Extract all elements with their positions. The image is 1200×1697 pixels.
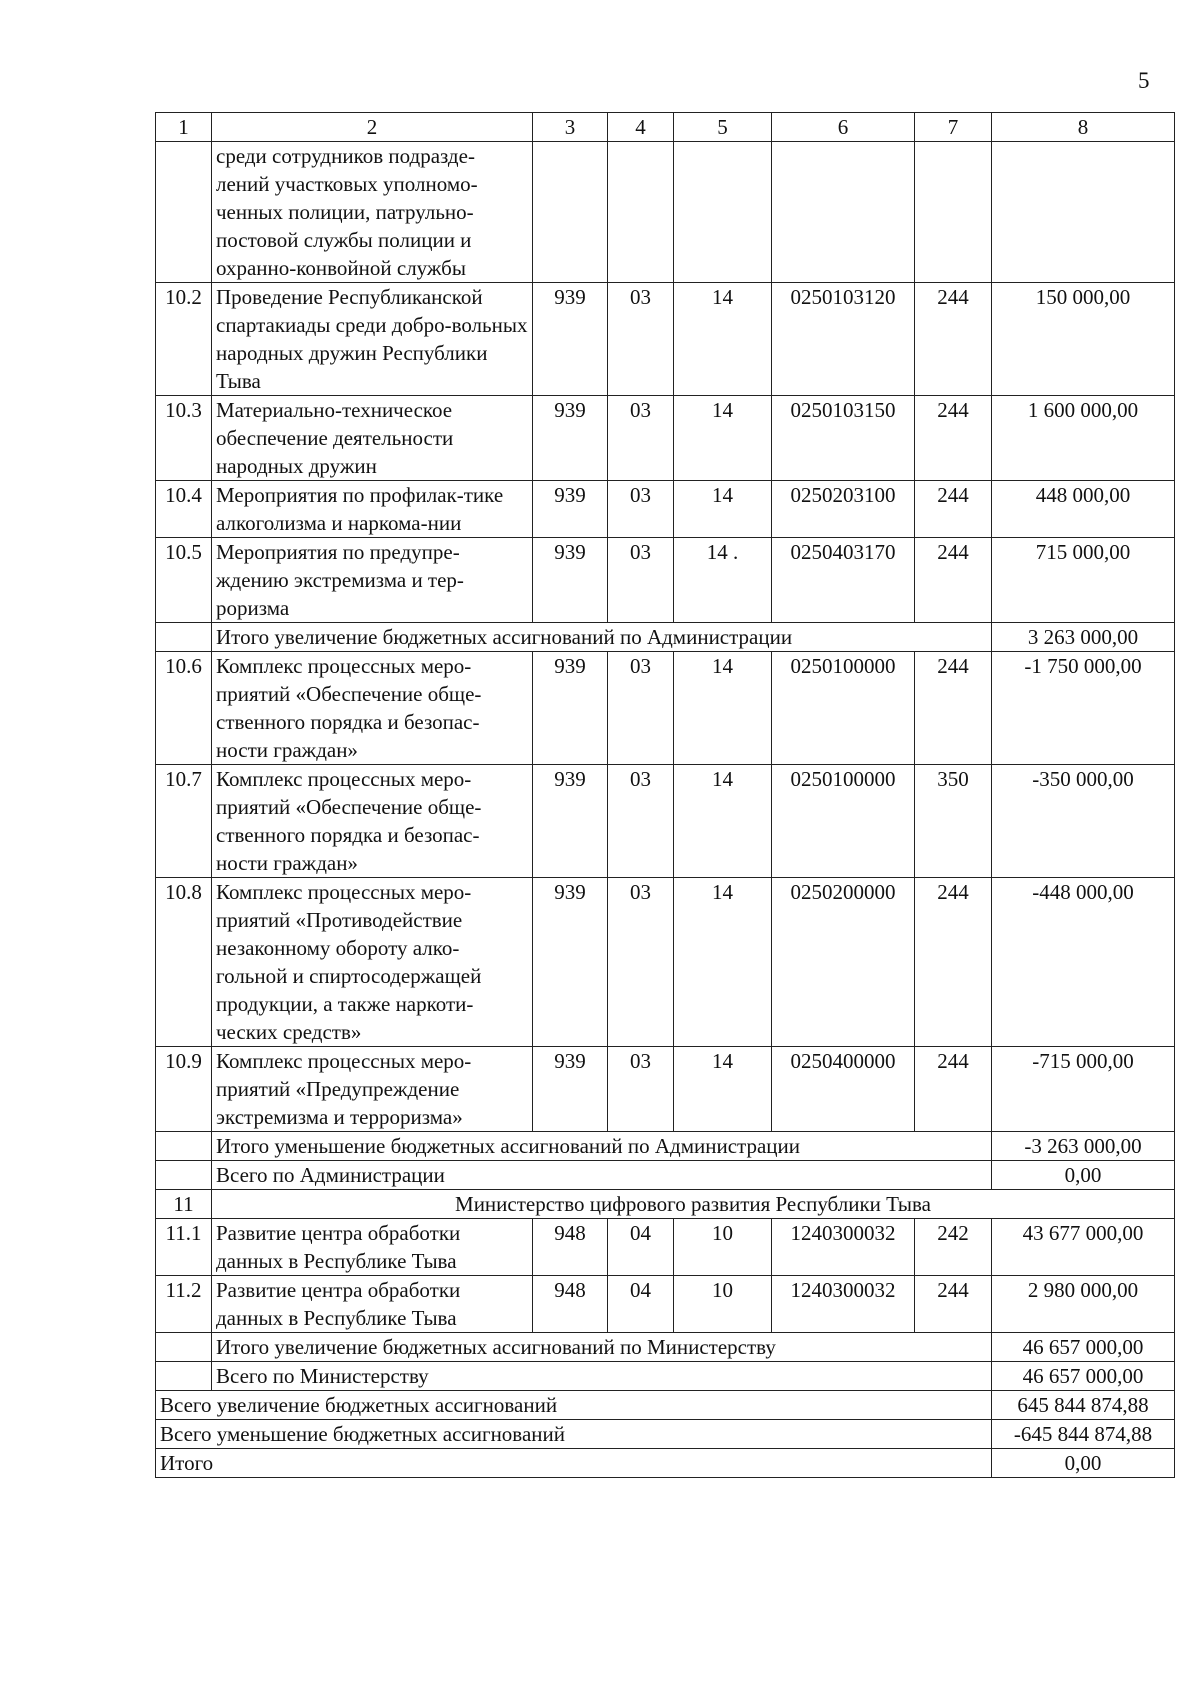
header-row bbox=[156, 113, 1175, 142]
cell-amount: 1 600 000,00 bbox=[992, 396, 1175, 481]
row-number bbox=[156, 142, 212, 283]
total-value: 0,00 bbox=[992, 1161, 1175, 1190]
cell-col4: 03 bbox=[608, 765, 674, 878]
cell-col6 bbox=[772, 142, 915, 283]
cell-col7: 244 bbox=[915, 481, 992, 538]
subtotal-label: Итого уменьшение бюджетных ассигнований по Администрации bbox=[212, 1132, 992, 1161]
cell-col7: 350 bbox=[915, 765, 992, 878]
row-description: Развитие центра обработки данных в Республике Тыва bbox=[212, 1219, 533, 1276]
cell-amount: -448 000,00 bbox=[992, 878, 1175, 1047]
row-number: 10.3 bbox=[156, 396, 212, 481]
grand-total-value: 0,00 bbox=[992, 1449, 1175, 1478]
row-description: Проведение Республиканской спартакиады среди добро-вольных народных дружин Республики Тыва bbox=[212, 283, 533, 396]
cell-col7: 244 bbox=[915, 283, 992, 396]
cell-amount: 2 980 000,00 bbox=[992, 1276, 1175, 1333]
cell-col5 bbox=[674, 142, 772, 283]
header-cell: 3 bbox=[533, 113, 608, 142]
cell-col5: 14 . bbox=[674, 538, 772, 623]
cell-amount bbox=[992, 142, 1175, 283]
subtotal-value: -3 263 000,00 bbox=[992, 1132, 1175, 1161]
row-description: среди сотрудников подразде-лений участковых уполномо-ченных полиции, патрульно-постовой службы полиции и охранно-конвойной службы bbox=[212, 142, 533, 283]
grand-total-label: Итого bbox=[156, 1449, 992, 1478]
row-number: 10.2 bbox=[156, 283, 212, 396]
table-row bbox=[156, 283, 1175, 396]
cell-col5: 14 bbox=[674, 878, 772, 1047]
cell-col7: 242 bbox=[915, 1219, 992, 1276]
cell-col7: 244 bbox=[915, 878, 992, 1047]
cell-col3 bbox=[533, 142, 608, 283]
cell-col7: 244 bbox=[915, 1047, 992, 1132]
cell-col6: 0250400000 bbox=[772, 1047, 915, 1132]
cell-col4: 04 bbox=[608, 1276, 674, 1333]
cell-col3: 939 bbox=[533, 481, 608, 538]
row-number: 10.7 bbox=[156, 765, 212, 878]
cell-col6: 0250100000 bbox=[772, 765, 915, 878]
page-number: 5 bbox=[1138, 68, 1150, 93]
grand-total-row bbox=[156, 1420, 1175, 1449]
section-number: 11 bbox=[156, 1190, 212, 1219]
cell-col5: 10 bbox=[674, 1219, 772, 1276]
row-description: Комплекс процессных меро-приятий «Противодействие незаконному обороту алко-гольной и спиртосодержащей продукции, а также наркоти-ческих средств» bbox=[212, 878, 533, 1047]
cell-col3: 948 bbox=[533, 1276, 608, 1333]
total-value: 46 657 000,00 bbox=[992, 1362, 1175, 1391]
row-number: 10.4 bbox=[156, 481, 212, 538]
table-row bbox=[156, 396, 1175, 481]
row-description: Материально-техническое обеспечение деятельности народных дружин bbox=[212, 396, 533, 481]
cell-col5: 14 bbox=[674, 1047, 772, 1132]
header-cell: 8 bbox=[992, 113, 1175, 142]
header-cell: 1 bbox=[156, 113, 212, 142]
cell-col3: 939 bbox=[533, 878, 608, 1047]
cell-col6: 0250203100 bbox=[772, 481, 915, 538]
cell-col5: 14 bbox=[674, 765, 772, 878]
total-label: Всего по Министерству bbox=[212, 1362, 992, 1391]
cell-col3: 939 bbox=[533, 396, 608, 481]
cell-col3: 939 bbox=[533, 1047, 608, 1132]
cell-col3: 939 bbox=[533, 765, 608, 878]
cell-amount: 715 000,00 bbox=[992, 538, 1175, 623]
row-description: Комплекс процессных меро-приятий «Предупреждение экстремизма и терроризма» bbox=[212, 1047, 533, 1132]
section-row bbox=[156, 1190, 1175, 1219]
cell-col4: 04 bbox=[608, 1219, 674, 1276]
cell-col4: 03 bbox=[608, 481, 674, 538]
header-cell: 5 bbox=[674, 113, 772, 142]
table-row bbox=[156, 878, 1175, 1047]
cell-col6: 0250103150 bbox=[772, 396, 915, 481]
row-description: Развитие центра обработки данных в Республике Тыва bbox=[212, 1276, 533, 1333]
grand-increase-value: 645 844 874,88 bbox=[992, 1391, 1175, 1420]
row-number: 11.1 bbox=[156, 1219, 212, 1276]
cell-col3: 939 bbox=[533, 283, 608, 396]
cell-amount: 43 677 000,00 bbox=[992, 1219, 1175, 1276]
cell-col3: 948 bbox=[533, 1219, 608, 1276]
table-row bbox=[156, 538, 1175, 623]
subtotal-value: 46 657 000,00 bbox=[992, 1333, 1175, 1362]
subtotal-value: 3 263 000,00 bbox=[992, 623, 1175, 652]
table-row bbox=[156, 142, 1175, 283]
cell-col6: 0250103120 bbox=[772, 283, 915, 396]
cell-col6: 0250100000 bbox=[772, 652, 915, 765]
cell-col6: 1240300032 bbox=[772, 1219, 915, 1276]
row-number: 10.6 bbox=[156, 652, 212, 765]
cell-amount: -1 750 000,00 bbox=[992, 652, 1175, 765]
row-description: Комплекс процессных меро-приятий «Обеспечение обще-ственного порядка и безопас-ности граждан» bbox=[212, 652, 533, 765]
cell-col7 bbox=[915, 142, 992, 283]
row-description: Комплекс процессных меро-приятий «Обеспечение обще-ственного порядка и безопас-ности граждан» bbox=[212, 765, 533, 878]
grand-decrease-label: Всего уменьшение бюджетных ассигнований bbox=[156, 1420, 992, 1449]
cell-col3: 939 bbox=[533, 652, 608, 765]
table-row bbox=[156, 1047, 1175, 1132]
row-number: 11.2 bbox=[156, 1276, 212, 1333]
subtotal-row bbox=[156, 1132, 1175, 1161]
cell-col6: 0250403170 bbox=[772, 538, 915, 623]
cell-col4 bbox=[608, 142, 674, 283]
cell-col4: 03 bbox=[608, 396, 674, 481]
section-title: Министерство цифрового развития Республики Тыва bbox=[212, 1190, 1175, 1219]
table-row bbox=[156, 765, 1175, 878]
cell-col5: 14 bbox=[674, 481, 772, 538]
subtotal-row bbox=[156, 1333, 1175, 1362]
cell-col7: 244 bbox=[915, 1276, 992, 1333]
total-label: Всего по Администрации bbox=[212, 1161, 992, 1190]
row-description: Мероприятия по предупре-ждению экстремизма и тер-роризма bbox=[212, 538, 533, 623]
subtotal-label: Итого увеличение бюджетных ассигнований по Администрации bbox=[212, 623, 992, 652]
cell-col7: 244 bbox=[915, 538, 992, 623]
row-number: 10.8 bbox=[156, 878, 212, 1047]
cell-amount: -350 000,00 bbox=[992, 765, 1175, 878]
cell-col5: 14 bbox=[674, 652, 772, 765]
cell-col4: 03 bbox=[608, 878, 674, 1047]
table-row bbox=[156, 481, 1175, 538]
subtotal-label: Итого увеличение бюджетных ассигнований по Министерству bbox=[212, 1333, 992, 1362]
cell-col5: 14 bbox=[674, 283, 772, 396]
cell-col7: 244 bbox=[915, 396, 992, 481]
header-cell: 6 bbox=[772, 113, 915, 142]
budget-table bbox=[155, 112, 1175, 1478]
cell-col7: 244 bbox=[915, 652, 992, 765]
total-row bbox=[156, 1161, 1175, 1190]
cell-col6: 1240300032 bbox=[772, 1276, 915, 1333]
row-description: Мероприятия по профилак-тике алкоголизма и наркома-нии bbox=[212, 481, 533, 538]
row-number: 10.9 bbox=[156, 1047, 212, 1132]
cell-col3: 939 bbox=[533, 538, 608, 623]
table-row bbox=[156, 652, 1175, 765]
cell-amount: 448 000,00 bbox=[992, 481, 1175, 538]
cell-col4: 03 bbox=[608, 283, 674, 396]
subtotal-row bbox=[156, 623, 1175, 652]
grand-total-row bbox=[156, 1449, 1175, 1478]
table-row bbox=[156, 1276, 1175, 1333]
cell-amount: 150 000,00 bbox=[992, 283, 1175, 396]
cell-amount: -715 000,00 bbox=[992, 1047, 1175, 1132]
cell-col4: 03 bbox=[608, 538, 674, 623]
total-row bbox=[156, 1362, 1175, 1391]
header-cell: 2 bbox=[212, 113, 533, 142]
cell-col4: 03 bbox=[608, 1047, 674, 1132]
table-row bbox=[156, 1219, 1175, 1276]
cell-col6: 0250200000 bbox=[772, 878, 915, 1047]
header-cell: 7 bbox=[915, 113, 992, 142]
header-cell: 4 bbox=[608, 113, 674, 142]
grand-total-row bbox=[156, 1391, 1175, 1420]
cell-col4: 03 bbox=[608, 652, 674, 765]
grand-decrease-value: -645 844 874,88 bbox=[992, 1420, 1175, 1449]
grand-increase-label: Всего увеличение бюджетных ассигнований bbox=[156, 1391, 992, 1420]
row-number: 10.5 bbox=[156, 538, 212, 623]
cell-col5: 10 bbox=[674, 1276, 772, 1333]
cell-col5: 14 bbox=[674, 396, 772, 481]
